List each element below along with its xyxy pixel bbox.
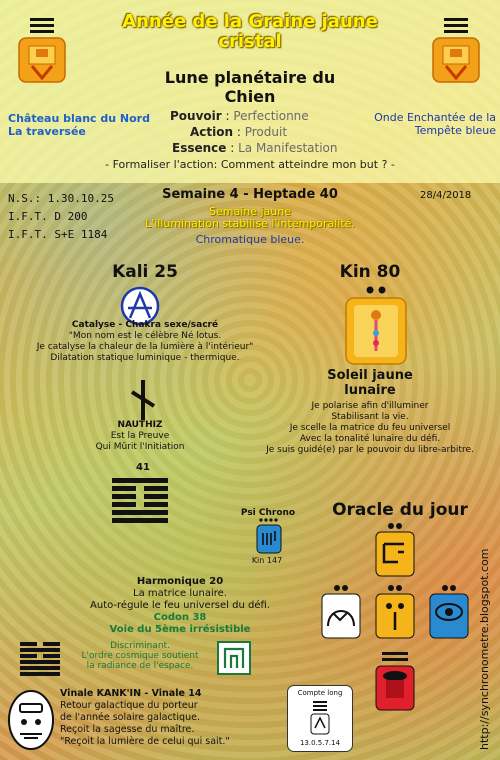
blog-url[interactable]: http://synchronometre.blogspot.com xyxy=(478,548,491,750)
kin-line: Stabilisant la vie. xyxy=(331,412,409,422)
oracle-analog-glyph xyxy=(428,584,470,640)
week-motto: L'illumination stabilise l'intemporalité. xyxy=(145,217,355,230)
codon-text xyxy=(70,641,210,671)
vinale-line: de l'année solaire galactique. xyxy=(60,712,200,723)
rune-line: Qui Mûrit l'Initiation xyxy=(95,442,185,452)
vinale-line: "Reçoit la lumière de celui qui sait." xyxy=(60,736,230,747)
week-color: Semaine jaune xyxy=(208,205,291,218)
year-title: Année de la Graine jaune cristal xyxy=(122,11,378,52)
catalyse-title: Catalyse - Chakra sexe/sacré xyxy=(71,320,219,330)
castle-crossing: La traversée xyxy=(8,125,86,138)
ift-d-code: I.F.T. D 200 xyxy=(8,210,88,223)
rune-line: Est la Preuve xyxy=(110,431,170,441)
codon-glyph-icon xyxy=(216,640,252,676)
oracle-guide-glyph xyxy=(374,522,416,578)
vinale-line: Reçoit la sagesse du maître. xyxy=(60,724,195,735)
codon-subtitle: Voie du 5ème irrésistible xyxy=(109,624,251,635)
vinale-glyph xyxy=(6,688,56,752)
oracle-occult-glyph xyxy=(374,650,416,712)
chromatic-label: Chromatique bleue. xyxy=(195,233,305,246)
rune-text xyxy=(70,420,210,453)
long-count-title: Compte long xyxy=(297,689,343,697)
harmonic-line: Auto-régule le feu universel du défi. xyxy=(90,600,270,611)
kin-name-line1: Soleil jaune xyxy=(327,368,413,383)
week-title: Semaine 4 - Heptade 40 xyxy=(162,187,338,202)
kin-title: Kin 80 xyxy=(339,262,401,282)
gregorian-date: 28/4/2018 xyxy=(420,190,472,201)
action-row: Action : Produit xyxy=(190,125,288,139)
codon-hexagram-icon xyxy=(18,640,62,676)
codon-line: la radiance de l'espace. xyxy=(86,661,194,671)
kin-line: Je suis guidé(e) par le pouvoir du libre-arbitre. xyxy=(266,445,474,455)
kin-name-line2: lunaire xyxy=(344,383,396,398)
oracle-antipode-glyph xyxy=(320,584,362,640)
castle-info xyxy=(8,112,158,138)
nauthiz-rune-icon xyxy=(128,378,158,422)
wavespell-info: Onde Enchantée de la Tempête bleue xyxy=(374,111,496,137)
codon-line: L'ordre cosmique soutient xyxy=(81,651,199,661)
psi-chrono-glyph xyxy=(255,517,283,555)
castle-name: Château blanc du Nord xyxy=(8,112,150,125)
codon-block xyxy=(100,612,260,636)
codon-line: Discriminant. xyxy=(110,641,170,651)
kin-name xyxy=(310,368,430,398)
year-seed-glyph-left xyxy=(14,14,70,84)
kali-line: Dilatation statique luminique - thermique. xyxy=(50,353,240,363)
kin-line: Je polarise afin d'illuminer xyxy=(311,401,429,411)
rune-name: NAUTHIZ xyxy=(117,420,163,430)
kin-affirmation xyxy=(250,401,490,456)
oracle-destiny-glyph xyxy=(374,584,416,640)
kin-line: Avec la tonalité lunaire du défi. xyxy=(299,434,441,444)
moon-question: - Formaliser l'action: Comment atteindre mon but ? - xyxy=(105,158,395,171)
power-row: Pouvoir : Perfectionne xyxy=(170,109,309,123)
long-count-box xyxy=(287,685,353,752)
psi-chrono-kin: Kin 147 xyxy=(251,556,283,565)
ift-se-code: I.F.T. S+E 1184 xyxy=(8,228,108,241)
moon-title: Lune planétaire du Chien xyxy=(164,68,336,106)
year-seed-glyph-right xyxy=(428,14,484,84)
codon-title: Codon 38 xyxy=(153,612,207,623)
vinale-text xyxy=(60,688,310,748)
kin-line: Je scelle la matrice du feu universel xyxy=(289,423,451,433)
oracle-title: Oracle du jour xyxy=(332,500,468,520)
harmonic-title: Harmonique 20 xyxy=(136,576,224,587)
kali-text xyxy=(10,320,280,364)
sun-seal-glyph xyxy=(344,285,408,367)
psi-chrono-title: Psi Chrono xyxy=(240,508,296,518)
harmonic-block xyxy=(80,576,280,612)
long-count-value: 13.0.5.7.14 xyxy=(299,739,341,747)
vinale-line: Retour galactique du porteur xyxy=(60,700,198,711)
hexagram-number: 41 xyxy=(136,462,150,473)
kali-line: "Mon nom est le célèbre Né lotus. xyxy=(68,331,222,341)
ns-code: N.S.: 1.30.10.25 xyxy=(8,192,114,205)
codes-block xyxy=(8,190,114,244)
essence-row: Essence : La Manifestation xyxy=(172,141,338,155)
kali-title: Kali 25 xyxy=(112,262,178,282)
harmonic-line: La matrice lunaire. xyxy=(133,588,227,599)
kali-line: Je catalyse la chaleur de la lumière à l'intérieur" xyxy=(36,342,254,352)
long-count-glyph xyxy=(310,700,330,736)
hexagram-icon xyxy=(110,476,170,524)
moon-powers xyxy=(170,108,370,156)
week-description xyxy=(120,206,380,230)
vinale-title: Vinale KANK'IN - Vinale 14 xyxy=(60,688,202,699)
